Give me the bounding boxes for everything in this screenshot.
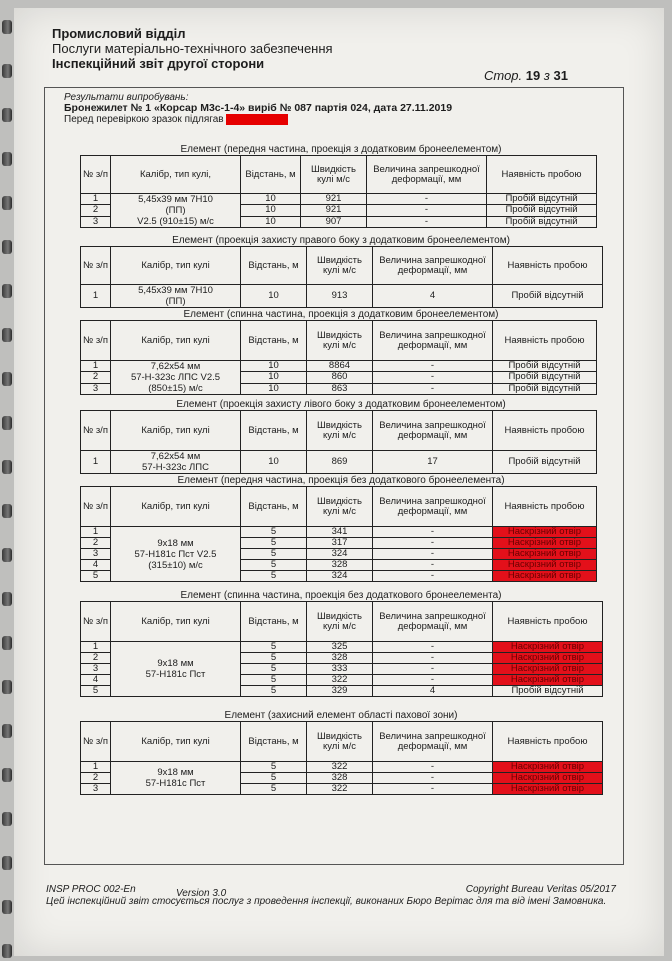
cell-caliber xyxy=(111,285,241,308)
cell-deformation: - xyxy=(367,216,487,227)
table-row xyxy=(81,451,597,474)
cell-distance: 5 xyxy=(241,527,307,538)
cell-number: 1 xyxy=(81,194,111,205)
intro-block xyxy=(64,92,452,125)
binder-ring xyxy=(2,416,12,430)
cell-distance: 5 xyxy=(241,642,307,653)
cell-perforation-redacted: Наскрізний отвір xyxy=(493,784,603,795)
cell-deformation: 17 xyxy=(373,451,493,474)
binder-ring xyxy=(2,944,12,958)
cell-perforation-redacted: Наскрізний отвір xyxy=(493,527,597,538)
col-speed: Швидкість кулі м/с xyxy=(307,487,373,527)
caliber-line: 5,45x39 мм 7Н10 xyxy=(138,194,213,205)
binder-ring xyxy=(2,900,12,914)
cell-speed: 863 xyxy=(307,383,373,394)
doc-version: Version 3.0 xyxy=(176,888,227,899)
results-table xyxy=(80,246,603,308)
cell-number: 1 xyxy=(81,642,111,653)
col-perforation: Наявність пробою xyxy=(493,487,597,527)
binder-ring xyxy=(2,724,12,738)
cell-distance: 5 xyxy=(241,653,307,664)
col-number: № з/п xyxy=(81,602,111,642)
caliber-line: (850±15) м/с xyxy=(148,383,203,394)
cell-number: 3 xyxy=(81,549,111,560)
caliber-line: 7,62x54 мм xyxy=(150,361,201,372)
col-caliber: Калібр, тип кулі xyxy=(111,321,241,361)
binder-ring xyxy=(2,108,12,122)
col-distance: Відстань, м xyxy=(241,722,307,762)
cell-distance: 5 xyxy=(241,664,307,675)
col-deformation: Величина запрешкодної деформації, мм xyxy=(367,156,487,194)
binder-ring xyxy=(2,284,12,298)
cell-distance: 5 xyxy=(241,762,307,773)
table-row xyxy=(81,642,603,653)
table-row xyxy=(81,361,597,372)
cell-perforation: Пробій відсутній xyxy=(493,372,597,383)
cell-distance: 5 xyxy=(241,549,307,560)
caliber-line: 5,45x39 мм 7Н10 xyxy=(138,285,213,296)
cell-number: 2 xyxy=(81,653,111,664)
section-title: Елемент (передня частина, проекція без додаткового бронеелемента) xyxy=(177,475,505,486)
col-deformation: Величина запрешкодної деформації, мм xyxy=(373,487,493,527)
binder-ring xyxy=(2,20,12,34)
cell-deformation: - xyxy=(373,383,493,394)
col-caliber: Калібр, тип кулі, xyxy=(111,156,241,194)
cell-distance: 5 xyxy=(241,675,307,686)
cell-number: 4 xyxy=(81,560,111,571)
binder-ring xyxy=(2,680,12,694)
cell-deformation: - xyxy=(373,784,493,795)
cell-number: 3 xyxy=(81,216,111,227)
cell-speed: 341 xyxy=(307,527,373,538)
cell-perforation-redacted: Наскрізний отвір xyxy=(493,549,597,560)
cell-perforation: Пробій відсутній xyxy=(487,205,597,216)
cell-speed: 322 xyxy=(307,784,373,795)
cell-speed: 328 xyxy=(307,653,373,664)
col-distance: Відстань, м xyxy=(241,321,307,361)
caliber-line: 57-Н181с Пст xyxy=(145,778,206,789)
cell-deformation: - xyxy=(373,773,493,784)
col-perforation: Наявність пробою xyxy=(493,411,597,451)
col-distance: Відстань, м xyxy=(241,487,307,527)
col-caliber: Калібр, тип кулі xyxy=(111,722,241,762)
col-number: № з/п xyxy=(81,722,111,762)
col-perforation: Наявність пробою xyxy=(493,722,603,762)
cell-number: 2 xyxy=(81,205,111,216)
caliber-line: 57-Н181с Пст V2.5 xyxy=(134,548,217,560)
col-speed: Швидкість кулі м/с xyxy=(301,156,367,194)
col-perforation: Наявність пробою xyxy=(487,156,597,194)
doc-code: INSP PROC 002-En xyxy=(46,884,136,895)
cell-deformation: - xyxy=(373,762,493,773)
cell-number: 4 xyxy=(81,675,111,686)
col-perforation: Наявність пробою xyxy=(493,602,603,642)
col-number: № з/п xyxy=(81,156,111,194)
binder-ring xyxy=(2,196,12,210)
cell-perforation: Пробій відсутній xyxy=(493,451,597,474)
page-total: 31 xyxy=(553,68,569,83)
cell-deformation: - xyxy=(367,194,487,205)
cell-perforation-redacted: Наскрізний отвір xyxy=(493,538,597,549)
cell-deformation: - xyxy=(373,560,493,571)
cell-distance: 5 xyxy=(241,538,307,549)
table-row xyxy=(81,194,597,205)
results-table xyxy=(80,721,603,795)
cell-deformation: 4 xyxy=(373,285,493,308)
cell-caliber xyxy=(111,642,241,697)
cell-number: 5 xyxy=(81,686,111,697)
cell-perforation-redacted: Наскрізний отвір xyxy=(493,664,603,675)
page-separator: з xyxy=(543,68,550,83)
cell-speed: 921 xyxy=(301,194,367,205)
col-number: № з/п xyxy=(81,321,111,361)
cell-deformation: - xyxy=(373,538,493,549)
cell-caliber xyxy=(111,361,241,395)
section-title: Елемент (проекція захисту лівого боку з додатковим бронеелементом) xyxy=(176,399,506,410)
caliber-line: 57-Н-323с ЛПС xyxy=(142,462,209,473)
section-title: Елемент (передня частина, проекція з додатковим бронеелементом) xyxy=(180,144,502,155)
cell-distance: 5 xyxy=(241,784,307,795)
col-distance: Відстань, м xyxy=(241,602,307,642)
binder-ring xyxy=(2,328,12,342)
cell-perforation: Пробій відсутній xyxy=(493,686,603,697)
cell-deformation: - xyxy=(373,664,493,675)
redacted-mark: замочуванню xyxy=(226,114,289,125)
cell-caliber xyxy=(111,194,241,228)
table-row xyxy=(81,527,597,538)
cell-number: 2 xyxy=(81,372,111,383)
cell-distance: 5 xyxy=(241,560,307,571)
cell-number: 1 xyxy=(81,451,111,474)
cell-perforation: Пробій відсутній xyxy=(487,194,597,205)
caliber-line: 9x18 мм xyxy=(157,537,194,549)
cell-perforation: Пробій відсутній xyxy=(487,216,597,227)
col-speed: Швидкість кулі м/с xyxy=(307,722,373,762)
binder-ring xyxy=(2,504,12,518)
cell-deformation: - xyxy=(373,571,493,582)
results-table xyxy=(80,320,597,395)
cell-deformation: - xyxy=(373,527,493,538)
cell-distance: 10 xyxy=(241,194,301,205)
binder-ring xyxy=(2,856,12,870)
cell-speed: 913 xyxy=(307,285,373,308)
caliber-line: (ПП) xyxy=(165,296,186,307)
binder-ring xyxy=(2,636,12,650)
services-subtitle: Послуги матеріально-технічного забезпечення xyxy=(52,41,333,56)
copyright: Copyright Bureau Veritas 05/2017 xyxy=(465,884,616,895)
results-label: Результати випробувань: xyxy=(64,92,189,103)
cell-distance: 10 xyxy=(241,383,307,394)
col-deformation: Величина запрешкодної деформації, мм xyxy=(373,321,493,361)
cell-distance: 5 xyxy=(241,773,307,784)
cell-speed: 8864 xyxy=(307,361,373,372)
caliber-line: 9x18 мм xyxy=(157,767,194,778)
cell-number: 1 xyxy=(81,361,111,372)
cell-deformation: - xyxy=(373,653,493,664)
binder-ring xyxy=(2,592,12,606)
col-caliber: Калібр, тип кулі xyxy=(111,602,241,642)
table-row xyxy=(81,285,603,308)
cell-speed: 333 xyxy=(307,664,373,675)
report-title: Інспекційний звіт другої сторони xyxy=(52,56,265,71)
col-caliber: Калібр, тип кулі xyxy=(111,247,241,285)
department-title: Промисловий відділ xyxy=(52,26,186,41)
table-row xyxy=(81,762,603,773)
cell-perforation-redacted: Наскрізний отвір xyxy=(493,675,603,686)
cell-perforation-redacted: Наскрізний отвір xyxy=(493,762,603,773)
col-caliber: Калібр, тип кулі xyxy=(111,411,241,451)
page-number xyxy=(484,68,568,83)
caliber-line: 57-Н181с Пст xyxy=(145,669,206,680)
section-title: Елемент (проекція захисту правого боку з додатковим бронеелементом) xyxy=(172,235,510,246)
binder-ring xyxy=(2,812,12,826)
product-line: Бронежилет № 1 «Корсар М3с-1-4» виріб № 087 партія 024, дата 27.11.2019 xyxy=(64,102,453,114)
results-table xyxy=(80,486,597,582)
cell-deformation: - xyxy=(373,549,493,560)
cell-perforation-redacted: Наскрізний отвір xyxy=(493,653,603,664)
col-distance: Відстань, м xyxy=(241,247,307,285)
cell-distance: 10 xyxy=(241,372,307,383)
results-table xyxy=(80,155,597,228)
section-title: Елемент (спинна частина, проекція з додатковим бронеелементом) xyxy=(183,309,499,320)
cell-deformation: - xyxy=(373,642,493,653)
caliber-line: 7,62x54 мм xyxy=(150,451,201,462)
cell-speed: 324 xyxy=(307,571,373,582)
section-title: Елемент (захисний елемент області пахової зони) xyxy=(224,710,458,721)
cell-distance: 10 xyxy=(241,361,307,372)
cell-speed: 325 xyxy=(307,642,373,653)
cell-number: 3 xyxy=(81,784,111,795)
col-perforation: Наявність пробою xyxy=(493,247,603,285)
col-speed: Швидкість кулі м/с xyxy=(307,247,373,285)
binder-ring xyxy=(2,64,12,78)
cell-distance: 10 xyxy=(241,205,301,216)
col-number: № з/п xyxy=(81,411,111,451)
binder-ring xyxy=(2,768,12,782)
cell-number: 1 xyxy=(81,762,111,773)
footer-note: Цей інспекційний звіт стосується послуг з проведення інспекції, виконаних Бюро Верітас для та від імені Замовника. xyxy=(46,896,607,907)
cell-perforation-redacted: Наскрізний отвір xyxy=(493,642,603,653)
cell-perforation: Пробій відсутній xyxy=(493,285,603,308)
cell-number: 5 xyxy=(81,571,111,582)
col-deformation: Величина запрешкодної деформації, мм xyxy=(373,602,493,642)
page-current: 19 xyxy=(525,68,541,83)
results-table xyxy=(80,410,597,474)
binder-ring xyxy=(2,460,12,474)
page-header xyxy=(52,26,333,71)
col-deformation: Величина запрешкодної деформації, мм xyxy=(373,247,493,285)
cell-distance: 10 xyxy=(241,451,307,474)
cell-perforation-redacted: Наскрізний отвір xyxy=(493,560,597,571)
binder-ring xyxy=(2,548,12,562)
cell-number: 1 xyxy=(81,527,111,538)
cell-speed: 324 xyxy=(307,549,373,560)
binder-ring xyxy=(2,240,12,254)
caliber-line: (315±10) м/с xyxy=(148,559,203,571)
cell-perforation-redacted: Наскрізний отвір xyxy=(493,773,603,784)
cell-speed: 322 xyxy=(307,762,373,773)
col-number: № з/п xyxy=(81,487,111,527)
binder-ring xyxy=(2,372,12,386)
cell-number: 3 xyxy=(81,664,111,675)
cell-number: 2 xyxy=(81,773,111,784)
col-speed: Швидкість кулі м/с xyxy=(307,602,373,642)
col-deformation: Величина запрешкодної деформації, мм xyxy=(373,411,493,451)
moisture-text: Перед перевіркою зразок підлягав xyxy=(64,114,224,125)
cell-caliber xyxy=(111,762,241,795)
cell-caliber xyxy=(111,451,241,474)
cell-perforation: Пробій відсутній xyxy=(493,361,597,372)
cell-speed: 329 xyxy=(307,686,373,697)
page-footer xyxy=(46,884,616,908)
cell-deformation: 4 xyxy=(373,686,493,697)
section-title: Елемент (спинна частина, проекція без додаткового бронеелемента) xyxy=(180,590,502,601)
cell-distance: 10 xyxy=(241,216,301,227)
col-speed: Швидкість кулі м/с xyxy=(307,321,373,361)
cell-speed: 317 xyxy=(307,538,373,549)
cell-number: 1 xyxy=(81,285,111,308)
caliber-line: V2.5 (910±15) м/с xyxy=(137,216,214,227)
col-distance: Відстань, м xyxy=(241,156,301,194)
cell-deformation: - xyxy=(373,361,493,372)
cell-perforation-redacted: Наскрізний отвір xyxy=(493,571,597,582)
cell-distance: 10 xyxy=(241,285,307,308)
binder-ring xyxy=(2,152,12,166)
cell-caliber xyxy=(111,527,241,582)
cell-speed: 907 xyxy=(301,216,367,227)
cell-perforation: Пробій відсутній xyxy=(493,383,597,394)
cell-deformation: - xyxy=(373,675,493,686)
moisture-line xyxy=(64,114,452,125)
cell-speed: 328 xyxy=(307,773,373,784)
cell-distance: 5 xyxy=(241,571,307,582)
page-prefix: Стор. xyxy=(484,68,523,83)
cell-speed: 322 xyxy=(307,675,373,686)
col-number: № з/п xyxy=(81,247,111,285)
cell-speed: 328 xyxy=(307,560,373,571)
col-caliber: Калібр, тип кулі xyxy=(111,487,241,527)
cell-speed: 869 xyxy=(307,451,373,474)
col-speed: Швидкість кулі м/с xyxy=(307,411,373,451)
caliber-line: 9x18 мм xyxy=(157,658,194,669)
cell-number: 3 xyxy=(81,383,111,394)
cell-distance: 5 xyxy=(241,686,307,697)
results-table xyxy=(80,601,603,697)
cell-deformation: - xyxy=(367,205,487,216)
cell-number: 2 xyxy=(81,538,111,549)
col-distance: Відстань, м xyxy=(241,411,307,451)
cell-speed: 921 xyxy=(301,205,367,216)
cell-speed: 860 xyxy=(307,372,373,383)
caliber-line: 57-Н-323с ЛПС V2.5 xyxy=(130,372,221,383)
col-perforation: Наявність пробою xyxy=(493,321,597,361)
col-deformation: Величина запрешкодної деформації, мм xyxy=(373,722,493,762)
caliber-line: (ПП) xyxy=(165,205,186,216)
cell-deformation: - xyxy=(373,372,493,383)
